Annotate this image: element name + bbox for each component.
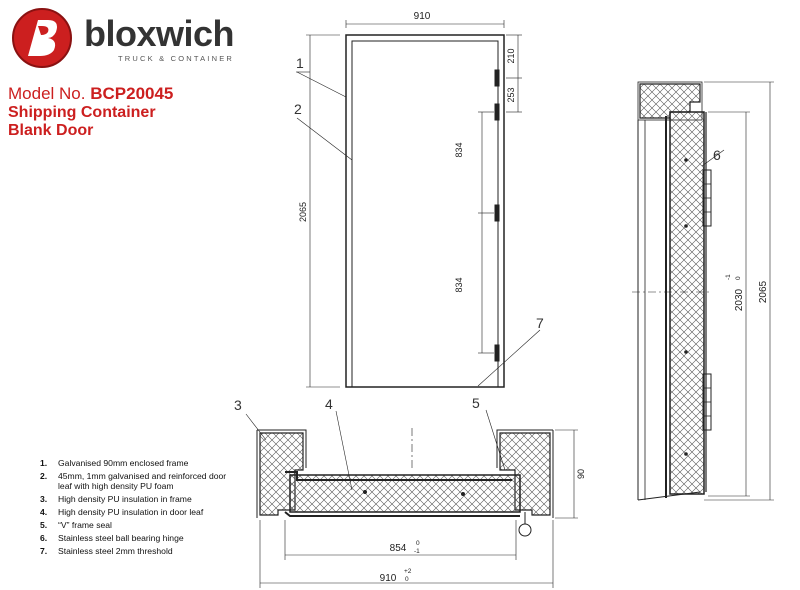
title-line-3: Blank Door [8, 122, 94, 139]
dim-width-top: 910 [413, 11, 431, 22]
callout-5: 5 [472, 395, 480, 411]
dim-plan-outer: 910 [379, 573, 397, 584]
callout-6: 6 [713, 147, 721, 163]
dim-plan-outer-tol-lower: 0 [405, 576, 409, 583]
title-line-2: Shipping Container [8, 104, 156, 121]
front-elevation [296, 20, 540, 387]
dim-plan-inner: 854 [389, 543, 407, 554]
legend-item: 6. Stainless steel ball bearing hinge [40, 533, 184, 543]
dim-side-inner-tol-upper: -1 [725, 274, 732, 280]
legend-item: 4. High density PU insulation in door leaf [40, 507, 204, 517]
callout-4: 4 [325, 396, 333, 412]
legend-item: 2. 45mm, 1mm galvanised and reinforced door leaf with high density PU foam [40, 471, 227, 491]
door-leaf-outline [352, 41, 498, 387]
dim-hinge-gap: 253 [506, 87, 516, 103]
hinge-icon [495, 205, 499, 221]
plan-section [246, 410, 578, 588]
door-frame-outline [346, 35, 504, 387]
legend-item: 7. Stainless steel 2mm threshold [40, 546, 173, 556]
callout-7: 7 [536, 315, 544, 331]
dim-height-left: 2065 [298, 201, 308, 223]
legend-item: 3. High density PU insulation in frame [40, 494, 192, 504]
dim-plan-inner-tol-lower: -1 [414, 548, 420, 555]
brand-name: bloxwich [84, 13, 235, 54]
brand-tagline: TRUCK & CONTAINER [118, 54, 235, 63]
dim-side-outer: 2065 [758, 280, 769, 304]
legend-item: 5. “V” frame seal [40, 520, 112, 530]
dim-hinge-span-lower: 834 [454, 277, 464, 293]
callout-2: 2 [294, 101, 302, 117]
dim-plan-depth: 90 [576, 468, 586, 480]
side-leaf-insulation [670, 112, 704, 494]
hinge-icon [495, 345, 499, 361]
dim-plan-inner-tol-upper: 0 [416, 540, 420, 547]
model-code: BCP20045 [90, 84, 174, 103]
callout-1: 1 [296, 55, 304, 71]
dim-side-inner-tol-lower: 0 [735, 276, 742, 280]
callout-3: 3 [234, 397, 242, 413]
dim-hinge-span-upper: 834 [454, 142, 464, 158]
dim-plan-outer-tol-upper: +2 [404, 568, 412, 575]
legend-item: 1. Galvanised 90mm enclosed frame [40, 458, 189, 468]
dim-top-gap: 210 [506, 48, 516, 64]
hinge-icon [495, 70, 499, 86]
hinge-icon [495, 104, 499, 120]
side-section [632, 82, 774, 500]
dim-side-inner: 2030 [734, 288, 745, 312]
model-prefix: Model No. [8, 84, 86, 103]
